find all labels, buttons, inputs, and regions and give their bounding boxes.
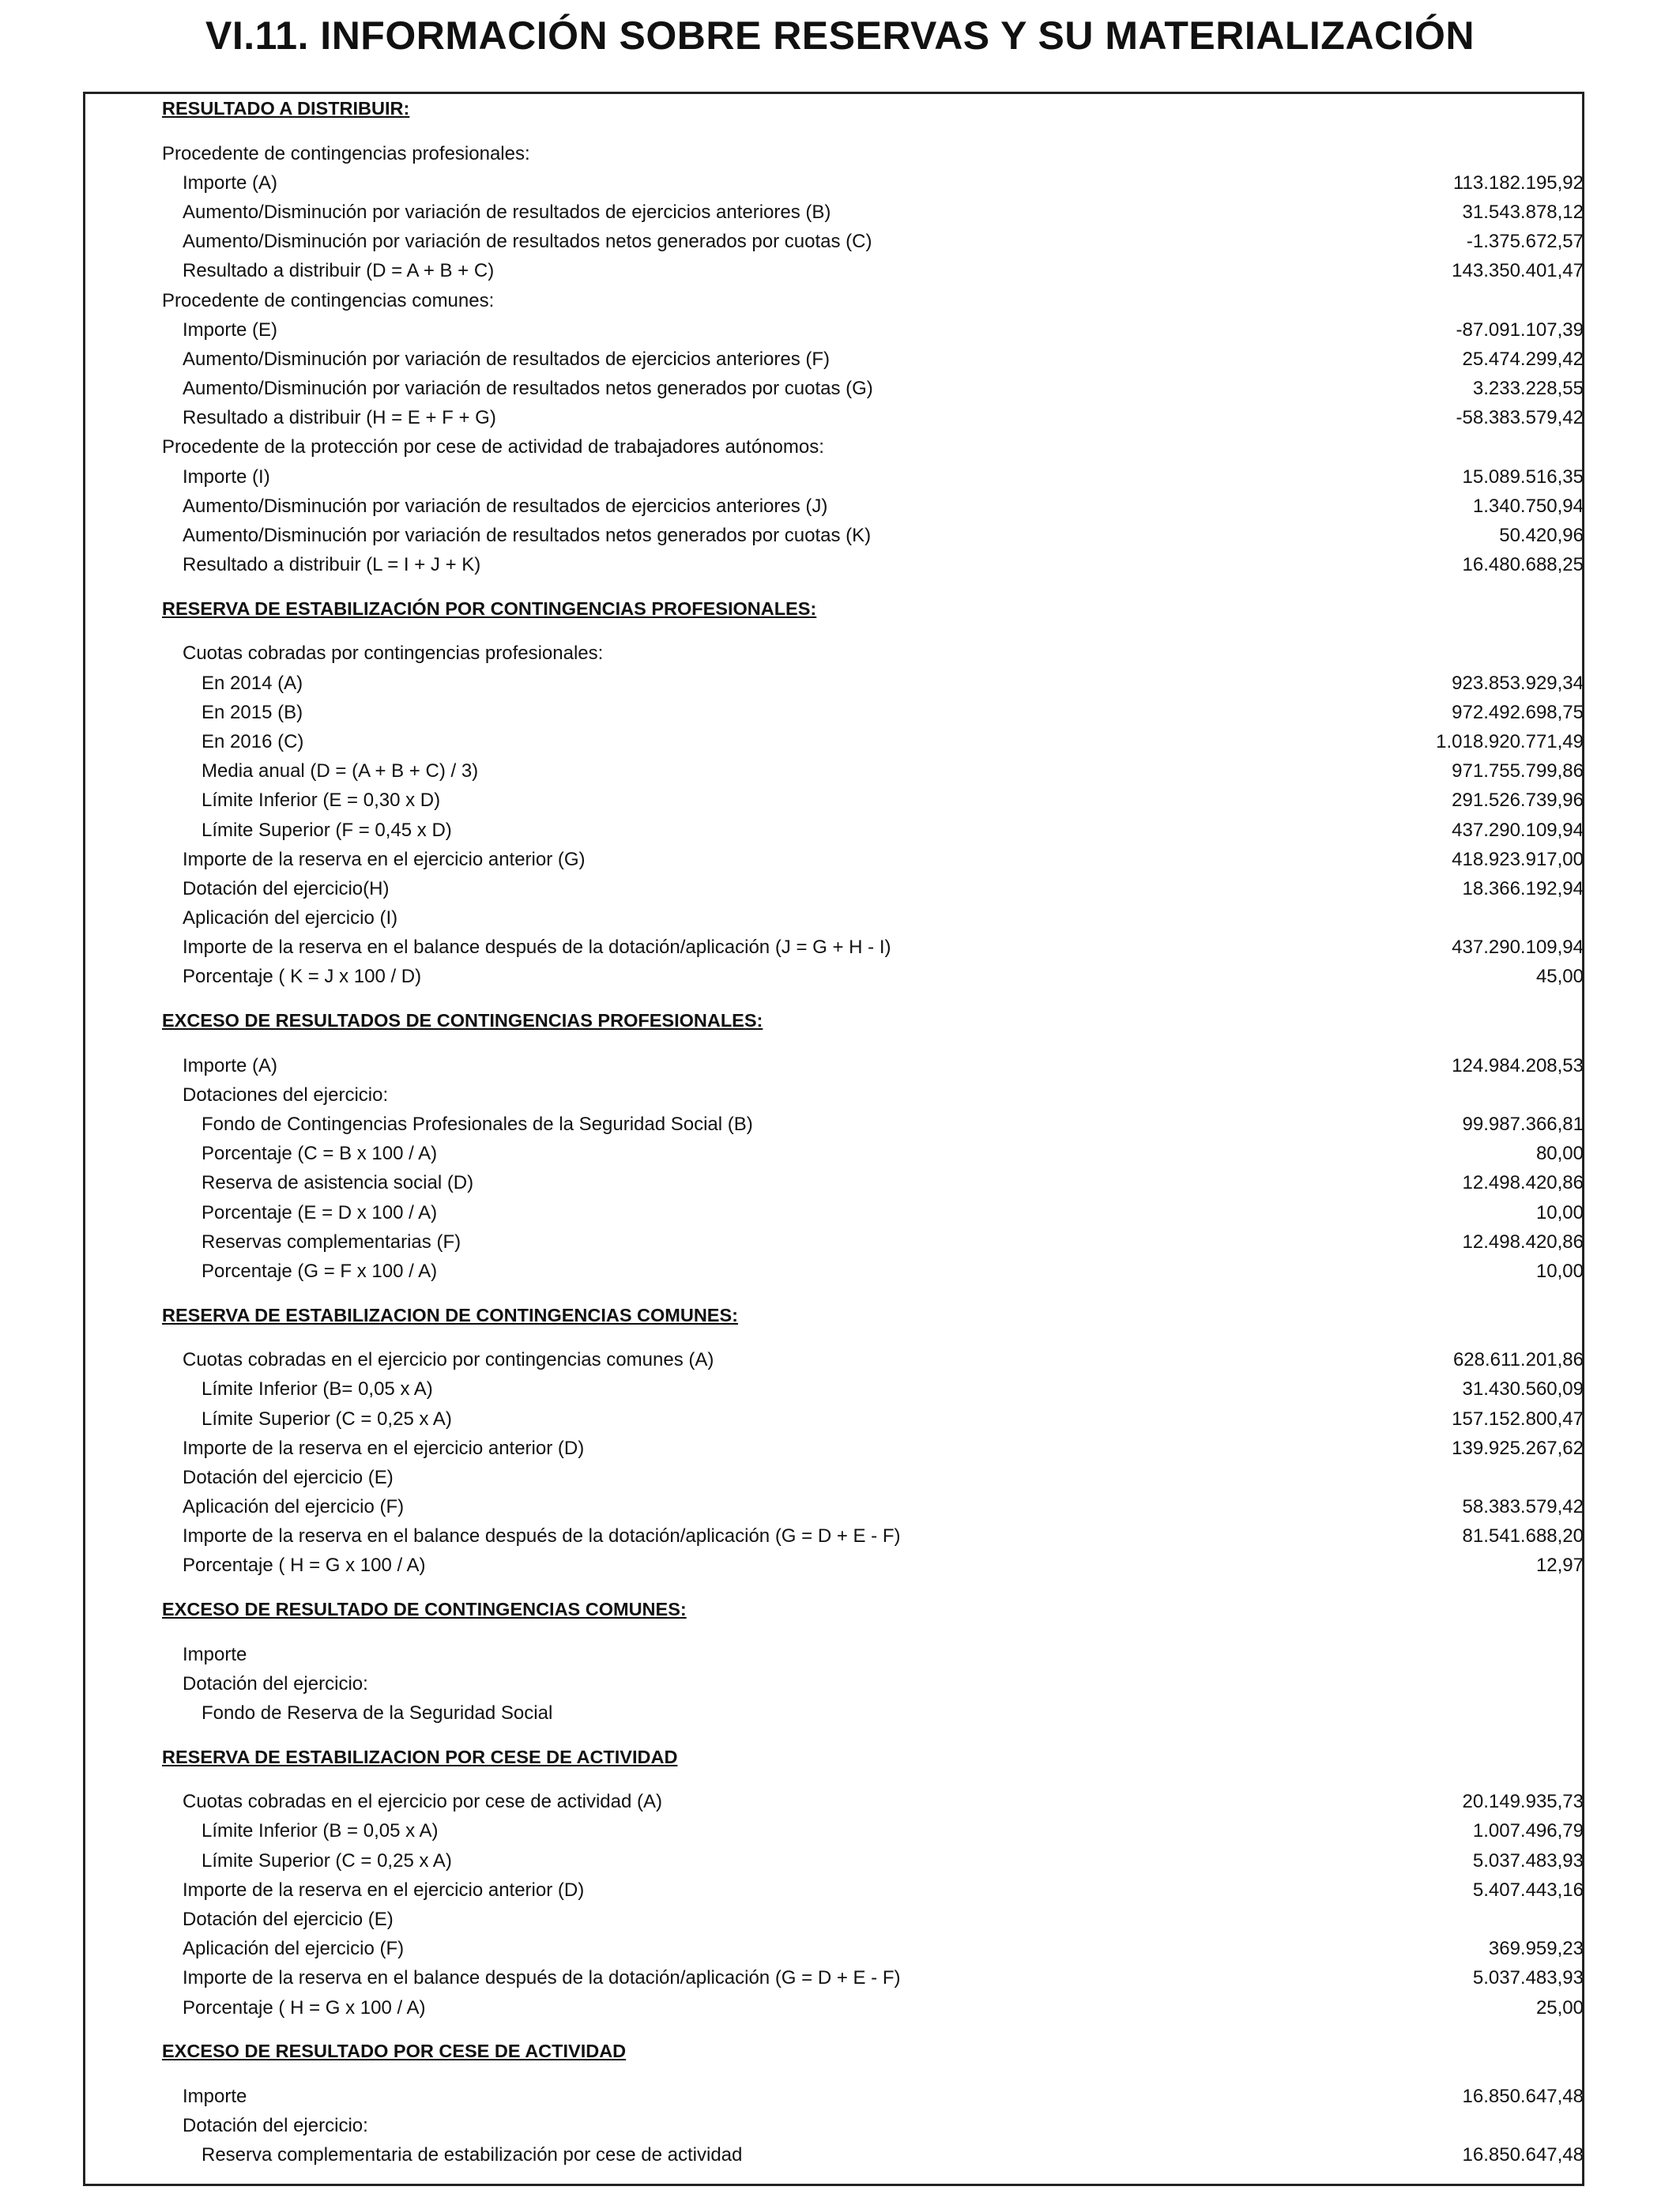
row-label: Cuotas cobradas en el ejercicio por contingencias comunes (A): [183, 1349, 714, 1371]
report-row: [162, 816, 1584, 845]
report-row: [162, 1110, 1584, 1139]
row-value: 16.850.647,48: [1462, 2085, 1584, 2107]
row-label: Límite Inferior (B= 0,05 x A): [202, 1378, 433, 1400]
row-value: -87.091.107,39: [1456, 319, 1584, 341]
row-value: 369.959,23: [1488, 1938, 1584, 1960]
row-value: 291.526.739,96: [1452, 790, 1584, 812]
row-label: Dotación del ejercicio:: [183, 2114, 368, 2136]
row-label: Aumento/Disminución por variación de resultados netos generados por cuotas (C): [183, 231, 872, 253]
row-label: Resultado a distribuir (H = E + F + G): [183, 407, 496, 429]
row-value: 20.149.935,73: [1462, 1791, 1584, 1813]
report-content: [162, 94, 1584, 2170]
row-label: Procedente de contingencias profesionales:: [162, 142, 530, 164]
report-row: [162, 462, 1584, 492]
row-label: Reserva de asistencia social (D): [202, 1172, 474, 1194]
row-label: Aumento/Disminución por variación de resultados de ejercicios anteriores (F): [183, 348, 831, 370]
report-row: [162, 1935, 1584, 1964]
report-row: [162, 874, 1584, 903]
report-row: [162, 963, 1584, 992]
report-row: [162, 669, 1584, 698]
report-row: [162, 845, 1584, 874]
row-value: 58.383.579,42: [1462, 1496, 1584, 1518]
section-title: RESERVA DE ESTABILIZACION POR CESE DE ACTIVIDAD: [162, 1746, 678, 1767]
row-label: Porcentaje ( H = G x 100 / A): [183, 1996, 426, 2019]
report-row: [162, 168, 1584, 198]
row-value: 3.233.228,55: [1472, 378, 1584, 400]
report-section: [162, 94, 1584, 580]
report-row: [162, 1169, 1584, 1198]
row-label: Importe (A): [183, 172, 278, 194]
row-label: En 2015 (B): [202, 701, 303, 723]
row-value: 15.089.516,35: [1462, 466, 1584, 488]
report-row: [162, 433, 1584, 462]
page-title: VI.11. INFORMACIÓN SOBRE RESERVAS Y SU MATERIALIZACIÓN: [205, 13, 1475, 58]
row-label: Aplicación del ejercicio (F): [183, 1938, 405, 1960]
report-row: [162, 1375, 1584, 1404]
report-row: [162, 228, 1584, 257]
row-value: -1.375.672,57: [1466, 231, 1584, 253]
row-value: 113.182.195,92: [1452, 172, 1584, 194]
report-row: [162, 1817, 1584, 1846]
row-label: Aumento/Disminución por variación de resultados de ejercicios anteriores (B): [183, 201, 831, 223]
row-label: Resultado a distribuir (L = I + J + K): [183, 554, 481, 576]
row-value: 124.984.208,53: [1452, 1054, 1584, 1076]
row-label: Aplicación del ejercicio (I): [183, 907, 398, 929]
report-row: [162, 286, 1584, 315]
row-value: 50.420,96: [1499, 525, 1584, 547]
row-label: Dotación del ejercicio (E): [183, 1908, 394, 1930]
row-value: 18.366.192,94: [1462, 877, 1584, 899]
row-value: 971.755.799,86: [1452, 760, 1584, 782]
row-label: Aumento/Disminución por variación de resultados netos generados por cuotas (K): [183, 525, 872, 547]
row-value: 12.498.420,86: [1462, 1172, 1584, 1194]
section-title: RESERVA DE ESTABILIZACION DE CONTINGENCIAS COMUNES:: [162, 1304, 738, 1325]
report-row: [162, 2111, 1584, 2140]
report-row: [162, 1227, 1584, 1257]
row-value: 157.152.800,47: [1452, 1408, 1584, 1430]
row-value: 437.290.109,94: [1452, 937, 1584, 959]
row-value: -58.383.579,42: [1456, 407, 1584, 429]
row-label: Dotaciones del ejercicio:: [183, 1084, 389, 1106]
row-label: Fondo de Contingencias Profesionales de la Seguridad Social (B): [202, 1114, 753, 1136]
row-label: Importe (I): [183, 466, 270, 488]
report-section: [162, 1595, 1584, 1728]
row-value: 628.611.201,86: [1452, 1349, 1584, 1371]
row-value: 16.480.688,25: [1462, 554, 1584, 576]
row-value: 143.350.401,47: [1452, 260, 1584, 282]
row-value: 16.850.647,48: [1462, 2144, 1584, 2166]
row-label: Media anual (D = (A + B + C) / 3): [202, 760, 479, 782]
report-row: [162, 1404, 1584, 1434]
row-label: Cuotas cobradas en el ejercicio por cese de actividad (A): [183, 1791, 662, 1813]
row-value: 5.037.483,93: [1472, 1967, 1584, 1989]
row-label: Porcentaje (G = F x 100 / A): [202, 1260, 438, 1282]
row-label: Importe de la reserva en el balance después de la dotación/aplicación (J = G + H - I): [183, 937, 891, 959]
report-row: [162, 2082, 1584, 2111]
row-label: Porcentaje (E = D x 100 / A): [202, 1201, 438, 1223]
row-value: 5.407.443,16: [1472, 1879, 1584, 1901]
row-label: Importe de la reserva en el ejercicio anterior (G): [183, 848, 586, 870]
report-row: [162, 404, 1584, 433]
row-value: 12.498.420,86: [1462, 1231, 1584, 1253]
row-value: 923.853.929,34: [1452, 672, 1584, 694]
row-value: 99.987.366,81: [1462, 1114, 1584, 1136]
report-row: [162, 315, 1584, 345]
row-label: Importe de la reserva en el ejercicio anterior (D): [183, 1879, 585, 1901]
report-row: [162, 1551, 1584, 1581]
row-label: Límite Inferior (E = 0,30 x D): [202, 790, 441, 812]
section-title: RESERVA DE ESTABILIZACIÓN POR CONTINGENCIAS PROFESIONALES:: [162, 598, 817, 619]
row-label: Aplicación del ejercicio (F): [183, 1496, 405, 1518]
report-row: [162, 1640, 1584, 1669]
row-label: Dotación del ejercicio (E): [183, 1466, 394, 1488]
row-label: Cuotas cobradas por contingencias profesionales:: [183, 643, 604, 665]
row-value: 10,00: [1535, 1260, 1584, 1282]
row-label: Aumento/Disminución por variación de resultados netos generados por cuotas (G): [183, 378, 873, 400]
report-row: [162, 639, 1584, 669]
row-value: 31.543.878,12: [1462, 201, 1584, 223]
report-row: [162, 1080, 1584, 1110]
section-title: EXCESO DE RESULTADO POR CESE DE ACTIVIDAD: [162, 2041, 627, 2062]
report-row: [162, 2141, 1584, 2170]
section-title: RESULTADO A DISTRIBUIR:: [162, 98, 410, 119]
report-row: [162, 933, 1584, 963]
report-row: [162, 1669, 1584, 1698]
row-label: Importe de la reserva en el balance después de la dotación/aplicación (G = D + E - F): [183, 1967, 901, 1989]
row-label: Porcentaje ( H = G x 100 / A): [183, 1555, 426, 1577]
row-label: En 2014 (A): [202, 672, 303, 694]
report-row: [162, 1846, 1584, 1875]
row-label: Límite Superior (C = 0,25 x A): [202, 1849, 452, 1872]
row-value: 1.007.496,79: [1472, 1820, 1584, 1842]
row-value: 139.925.267,62: [1452, 1437, 1584, 1459]
report-row: [162, 521, 1584, 550]
report-row: [162, 198, 1584, 227]
row-value: 81.541.688,20: [1462, 1525, 1584, 1547]
row-value: 31.430.560,09: [1462, 1378, 1584, 1400]
report-row: [162, 1434, 1584, 1463]
report-section: [162, 1743, 1584, 2023]
row-label: En 2016 (C): [202, 730, 304, 752]
row-label: Importe: [183, 2085, 247, 2107]
report-row: [162, 1463, 1584, 1492]
report-row: [162, 1875, 1584, 1905]
report-row: [162, 1140, 1584, 1169]
report-row: [162, 139, 1584, 168]
report-row: [162, 257, 1584, 286]
row-label: Importe de la reserva en el balance después de la dotación/aplicación (G = D + E - F): [183, 1525, 901, 1547]
report-row: [162, 1522, 1584, 1551]
row-value: 5.037.483,93: [1472, 1849, 1584, 1872]
report-section: [162, 1301, 1584, 1581]
report-row: [162, 1964, 1584, 1993]
report-row: [162, 1698, 1584, 1728]
row-label: Porcentaje ( K = J x 100 / D): [183, 966, 422, 988]
row-label: Porcentaje (C = B x 100 / A): [202, 1143, 438, 1165]
row-label: Fondo de Reserva de la Seguridad Social: [202, 1702, 553, 1725]
row-label: Procedente de la protección por cese de actividad de trabajadores autónomos:: [162, 436, 824, 458]
row-value: 10,00: [1535, 1201, 1584, 1223]
report-row: [162, 345, 1584, 374]
report-section: [162, 2037, 1584, 2170]
row-value: 25,00: [1535, 1996, 1584, 2019]
row-value: 80,00: [1535, 1143, 1584, 1165]
report-row: [162, 757, 1584, 786]
row-label: Importe (E): [183, 319, 278, 341]
report-row: [162, 1788, 1584, 1817]
row-label: Importe (A): [183, 1054, 278, 1076]
row-label: Procedente de contingencias comunes:: [162, 289, 495, 311]
report-row: [162, 786, 1584, 816]
report-row: [162, 1051, 1584, 1080]
report-row: [162, 1493, 1584, 1522]
report-row: [162, 1905, 1584, 1934]
row-label: Importe de la reserva en el ejercicio anterior (D): [183, 1437, 585, 1459]
row-value: 45,00: [1535, 966, 1584, 988]
report-row: [162, 492, 1584, 521]
report-row: [162, 1346, 1584, 1375]
row-value: 12,97: [1535, 1555, 1584, 1577]
report-row: [162, 551, 1584, 580]
report-row: [162, 904, 1584, 933]
row-label: Reserva complementaria de estabilización por cese de actividad: [202, 2144, 743, 2166]
row-label: Límite Superior (F = 0,45 x D): [202, 819, 452, 841]
row-label: Resultado a distribuir (D = A + B + C): [183, 260, 495, 282]
report-section: [162, 1006, 1584, 1287]
row-label: Reservas complementarias (F): [202, 1231, 461, 1253]
row-value: 1.340.750,94: [1472, 495, 1584, 517]
report-row: [162, 375, 1584, 404]
report-row: [162, 1257, 1584, 1286]
row-value: 972.492.698,75: [1452, 701, 1584, 723]
row-label: Dotación del ejercicio(H): [183, 877, 390, 899]
row-label: Límite Superior (C = 0,25 x A): [202, 1408, 452, 1430]
report-row: [162, 1198, 1584, 1227]
row-value: 1.018.920.771,49: [1436, 730, 1584, 752]
report-section: [162, 594, 1584, 992]
report-row: [162, 1993, 1584, 2022]
row-label: Límite Inferior (B = 0,05 x A): [202, 1820, 439, 1842]
section-title: EXCESO DE RESULTADOS DE CONTINGENCIAS PROFESIONALES:: [162, 1010, 763, 1031]
section-title: EXCESO DE RESULTADO DE CONTINGENCIAS COMUNES:: [162, 1599, 687, 1620]
report-row: [162, 698, 1584, 727]
report-row: [162, 727, 1584, 756]
row-label: Importe: [183, 1643, 247, 1665]
row-value: 418.923.917,00: [1452, 848, 1584, 870]
row-value: 25.474.299,42: [1462, 348, 1584, 370]
row-label: Dotación del ejercicio:: [183, 1672, 368, 1695]
row-value: 437.290.109,94: [1452, 819, 1584, 841]
row-label: Aumento/Disminución por variación de resultados de ejercicios anteriores (J): [183, 495, 828, 517]
